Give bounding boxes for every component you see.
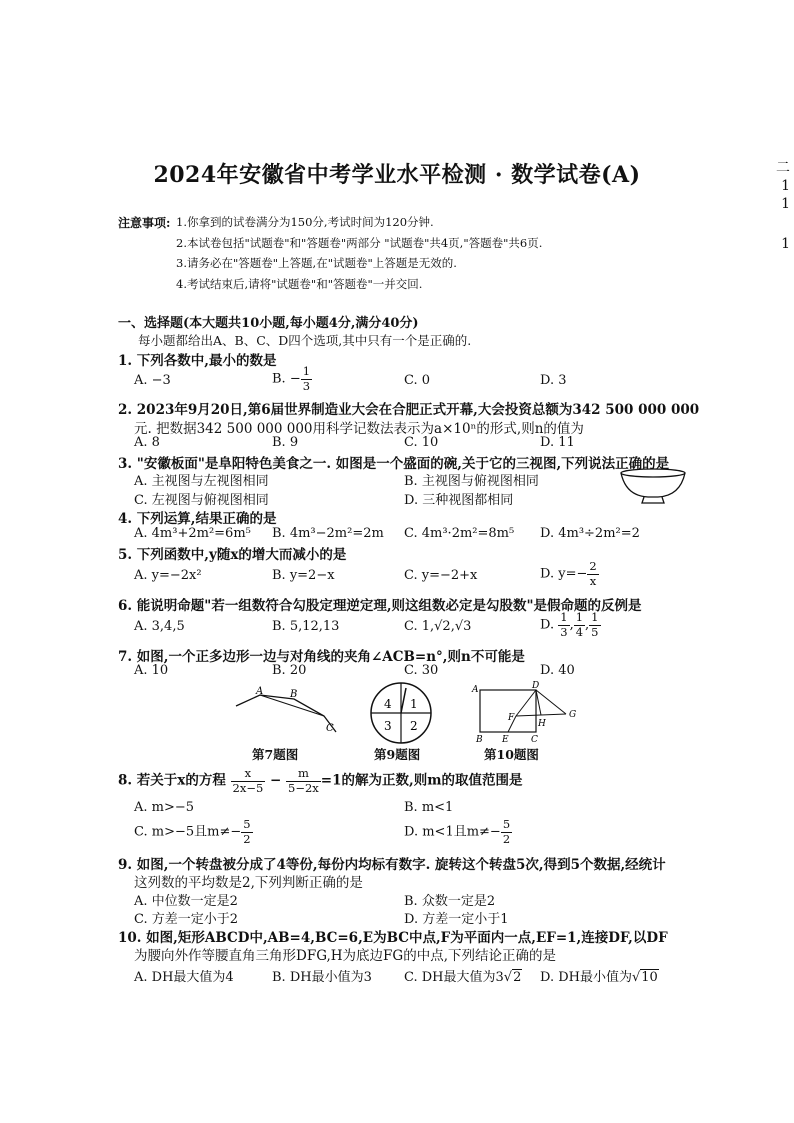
question-1-stem: 1. 下列各数中,最小的数是 bbox=[118, 353, 277, 369]
question-4-stem: 4. 下列运算,结果正确的是 bbox=[118, 511, 277, 527]
section-instruction: 每小题都给出A、B、C、D四个选项,其中只有一个是正确的. bbox=[138, 333, 472, 348]
fig10-label-a: A bbox=[472, 685, 479, 695]
q6-option-d: D. $\frac{1}{3}$ , $\frac{1}{4}$ , $\frac{1}{5}$ bbox=[540, 610, 599, 639]
q3-option-a: A. 主视图与左视图相同 bbox=[134, 474, 269, 489]
q5-option-d: D. y=− $\frac{2}{x}$ bbox=[540, 559, 597, 588]
question-6-stem: 6. 能说明命题"若一组数符合勾股定理逆定理,则这组数必定是勾股数"是假命题的反例是 bbox=[118, 598, 642, 614]
spinner-number: 1 bbox=[410, 697, 418, 711]
q8-option-a: A. m>−5 bbox=[134, 800, 195, 815]
q4-option-d: D. 4m³÷2m²=2 bbox=[540, 526, 640, 541]
question-10-stem: 10. 如图,矩形ABCD中,AB=4,BC=6,E为BC中点,F为平面内一点,EF=1,连接DF,以DF bbox=[118, 930, 668, 946]
edge-mark: 1 bbox=[781, 178, 790, 194]
fig10-label-b: B bbox=[476, 735, 483, 745]
q5-option-a: A. y=−2x² bbox=[134, 568, 202, 583]
q7-option-a: A. 10 bbox=[134, 663, 169, 678]
spinner-number: 3 bbox=[384, 719, 392, 733]
edge-mark: 二 bbox=[776, 160, 790, 176]
question-9-stem-line2: 这列数的平均数是2,下列判断正确的是 bbox=[134, 875, 363, 891]
spinner-number: 2 bbox=[410, 719, 418, 733]
q3-option-b: B. 主视图与俯视图相同 bbox=[404, 474, 539, 489]
fig10-label-c: C bbox=[531, 735, 538, 745]
q1-option-c: C. 0 bbox=[404, 373, 431, 388]
q5-option-c: C. y=−2+x bbox=[404, 568, 478, 583]
fig7-label-c: C bbox=[326, 723, 334, 734]
fig10-label-h: H bbox=[538, 719, 546, 729]
fig10-label-f: F bbox=[508, 713, 515, 723]
question-5-stem: 5. 下列函数中,y随x的增大而减小的是 bbox=[118, 547, 347, 563]
notes-label: 注意事项: bbox=[118, 216, 171, 230]
q2-option-b: B. 9 bbox=[272, 435, 299, 450]
q3-option-c: C. 左视图与俯视图相同 bbox=[134, 493, 269, 508]
q10-option-d: D. DH最小值为√10 bbox=[540, 970, 658, 985]
note-3: 3.请务必在"答题卷"上答题,在"试题卷"上答题是无效的. bbox=[176, 256, 457, 270]
q10-option-c: C. DH最大值为3√2 bbox=[404, 970, 522, 985]
note-2: 2.本试卷包括"试题卷"和"答题卷"两部分 "试题卷"共4页,"答题卷"共6页. bbox=[176, 236, 543, 250]
q4-option-b: B. 4m³−2m²=2m bbox=[272, 526, 384, 541]
figure-7-caption: 第7题图 bbox=[252, 747, 299, 762]
question-9-stem: 9. 如图,一个转盘被分成了4等份,每份内均标有数字. 旋转这个转盘5次,得到5个数据,经统计 bbox=[118, 857, 666, 873]
q7-option-b: B. 20 bbox=[272, 663, 307, 678]
q8-option-c: C. m>−5且m≠− $\frac{5}{2}$ bbox=[134, 817, 251, 846]
question-3-stem: 3. "安徽板面"是阜阳特色美食之一. 如图是一个盛面的碗,关于它的三视图,下列说法正确的是 bbox=[118, 456, 670, 472]
fig10-label-e: E bbox=[502, 735, 509, 745]
figure-10-caption: 第10题图 bbox=[484, 747, 539, 762]
fig10-label-d: D bbox=[532, 681, 540, 691]
q4-option-a: A. 4m³+2m²=6m⁵ bbox=[134, 526, 251, 541]
q7-option-d: D. 40 bbox=[540, 663, 575, 678]
figure-9-caption: 第9题图 bbox=[374, 747, 421, 762]
q6-option-b: B. 5,12,13 bbox=[272, 619, 340, 634]
q7-option-c: C. 30 bbox=[404, 663, 439, 678]
question-2-stem: 2. 2023年9月20日,第6届世界制造业大会在合肥正式开幕,大会投资总额为342 500 000 000 bbox=[118, 402, 700, 418]
question-8-stem: 8. 若关于x的方程 $\frac{x}{2x-5}$ − $\frac{m}{5-2x}$ =1的解为正数,则m的取值范围是 bbox=[118, 766, 523, 795]
q9-option-c: C. 方差一定小于2 bbox=[134, 912, 239, 927]
q1-option-b: B. − $\frac{1}{3}$ bbox=[272, 364, 311, 393]
q6-option-a: A. 3,4,5 bbox=[134, 619, 185, 634]
spinner-number: 4 bbox=[384, 697, 392, 711]
fig10-label-g: G bbox=[569, 710, 577, 720]
question-7-stem: 7. 如图,一个正多边形一边与对角线的夹角∠ACB=n°,则n不可能是 bbox=[118, 649, 525, 665]
figure-9-spinner bbox=[368, 680, 434, 746]
question-2-stem-line2: 元. 把数据342 500 000 000用科学记数法表示为a×10ⁿ的形式,则n的值为 bbox=[134, 421, 584, 437]
q8-option-d: D. m<1且m≠− $\frac{5}{2}$ bbox=[404, 817, 511, 846]
fig7-label-b: B bbox=[290, 689, 298, 700]
edge-mark: 1 bbox=[781, 196, 790, 212]
edge-mark: 1 bbox=[781, 236, 790, 252]
q2-option-d: D. 11 bbox=[540, 435, 575, 450]
q2-option-c: C. 10 bbox=[404, 435, 439, 450]
q4-option-c: C. 4m³·2m²=8m⁵ bbox=[404, 526, 515, 541]
q5-option-b: B. y=2−x bbox=[272, 568, 335, 583]
q1-option-a: A. −3 bbox=[134, 373, 171, 388]
bowl-figure bbox=[618, 466, 688, 506]
q8-option-b: B. m<1 bbox=[404, 800, 454, 815]
figure-7 bbox=[232, 684, 352, 746]
q10-option-b: B. DH最小值为3 bbox=[272, 970, 372, 985]
note-1: 1.你拿到的试卷满分为150分,考试时间为120分钟. bbox=[176, 215, 434, 229]
q6-option-c: C. 1,√2,√3 bbox=[404, 619, 472, 634]
q9-option-d: D. 方差一定小于1 bbox=[404, 912, 509, 927]
q3-option-d: D. 三种视图都相同 bbox=[404, 493, 514, 508]
question-10-stem-line2: 为腰向外作等腰直角三角形DFG,H为底边FG的中点,下列结论正确的是 bbox=[134, 948, 556, 964]
section-heading: 一、选择题(本大题共10小题,每小题4分,满分40分) bbox=[118, 316, 419, 331]
q2-option-a: A. 8 bbox=[134, 435, 160, 450]
fig7-label-a: A bbox=[256, 686, 264, 697]
figure-10 bbox=[470, 680, 588, 746]
q1-option-d: D. 3 bbox=[540, 373, 567, 388]
page-title: 2024年安徽省中考学业水平检测 · 数学试卷(A) bbox=[153, 162, 641, 188]
q9-option-a: A. 中位数一定是2 bbox=[134, 894, 238, 909]
q10-option-a: A. DH最大值为4 bbox=[134, 970, 234, 985]
note-4: 4.考试结束后,请将"试题卷"和"答题卷"一并交回. bbox=[176, 277, 423, 291]
q9-option-b: B. 众数一定是2 bbox=[404, 894, 496, 909]
